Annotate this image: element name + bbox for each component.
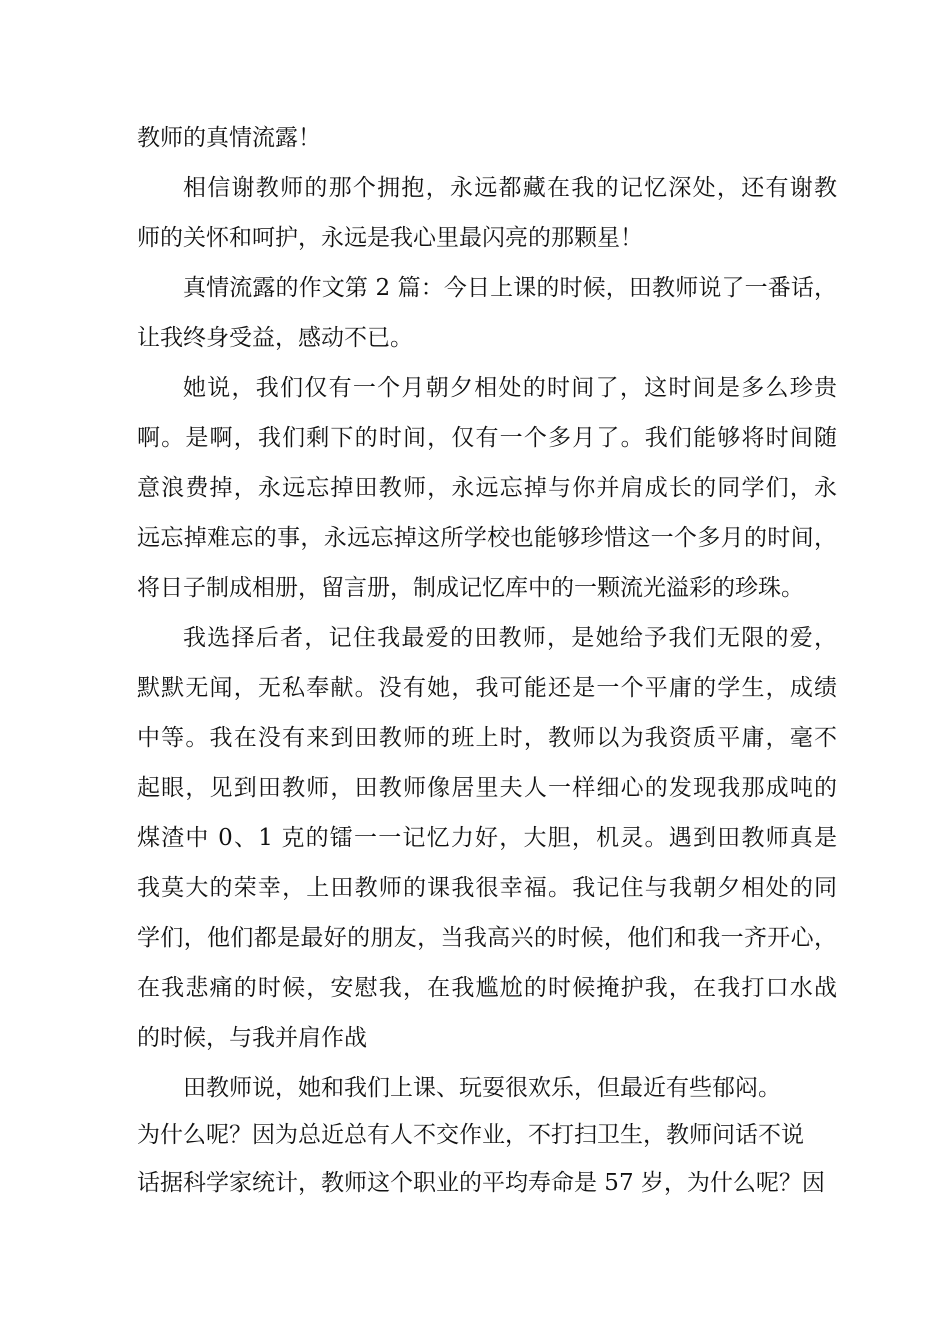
text-line: 相信谢教师的那个拥抱，永远都藏在我的记忆深处，还有谢教 bbox=[183, 175, 837, 201]
text-line: 我选择后者，记住我最爱的田教师，是她给予我们无限的爱， bbox=[183, 625, 837, 651]
text-line: 学们，他们都是最好的朋友，当我高兴的时候，他们和我一齐开心， bbox=[137, 925, 837, 951]
text-line: 意浪费掉，永远忘掉田教师，永远忘掉与你并肩成长的同学们，永 bbox=[137, 475, 837, 501]
text-line: 啊。是啊，我们剩下的时间，仅有一个多月了。我们能够将时间随 bbox=[137, 425, 837, 451]
text-line: 将日子制成相册，留言册，制成记忆库中的一颗流光溢彩的珍珠。 bbox=[137, 575, 804, 601]
text-line: 我莫大的荣幸，上田教师的课我很幸福。我记住与我朝夕相处的同 bbox=[137, 875, 837, 901]
text-line: 让我终身受益，感动不已。 bbox=[137, 325, 413, 351]
text-line: 默默无闻，无私奉献。没有她，我可能还是一个平庸的学生，成绩 bbox=[137, 675, 837, 701]
text-line: 为什么呢？因为总近总有人不交作业，不打扫卫生，教师问话不说 bbox=[137, 1122, 804, 1148]
text-line: 的时候，与我并肩作战 bbox=[137, 1025, 367, 1051]
text-line: 在我悲痛的时候，安慰我，在我尴尬的时候掩护我，在我打口水战 bbox=[137, 975, 837, 1001]
text-line: 教师的真情流露！ bbox=[137, 125, 321, 151]
text-line: 真情流露的作文第 2 篇：今日上课的时候，田教师说了一番话， bbox=[183, 275, 837, 301]
text-line: 起眼，见到田教师，田教师像居里夫人一样细心的发现我那成吨的 bbox=[137, 775, 837, 801]
text-line: 田教师说，她和我们上课、玩耍很欢乐，但最近有些郁闷。 bbox=[183, 1075, 781, 1101]
text-line: 师的关怀和呵护，永远是我心里最闪亮的那颗星！ bbox=[137, 225, 643, 251]
text-line: 话据科学家统计，教师这个职业的平均寿命是 57 岁，为什么呢？因 bbox=[137, 1170, 825, 1196]
text-line: 她说，我们仅有一个月朝夕相处的时间了，这时间是多么珍贵 bbox=[183, 375, 837, 401]
text-line: 中等。我在没有来到田教师的班上时，教师以为我资质平庸，毫不 bbox=[137, 725, 837, 751]
text-line: 煤渣中 0、1 克的镭一一记忆力好，大胆，机灵。遇到田教师真是 bbox=[137, 825, 837, 851]
text-line: 远忘掉难忘的事，永远忘掉这所学校也能够珍惜这一个多月的时间， bbox=[137, 525, 837, 551]
